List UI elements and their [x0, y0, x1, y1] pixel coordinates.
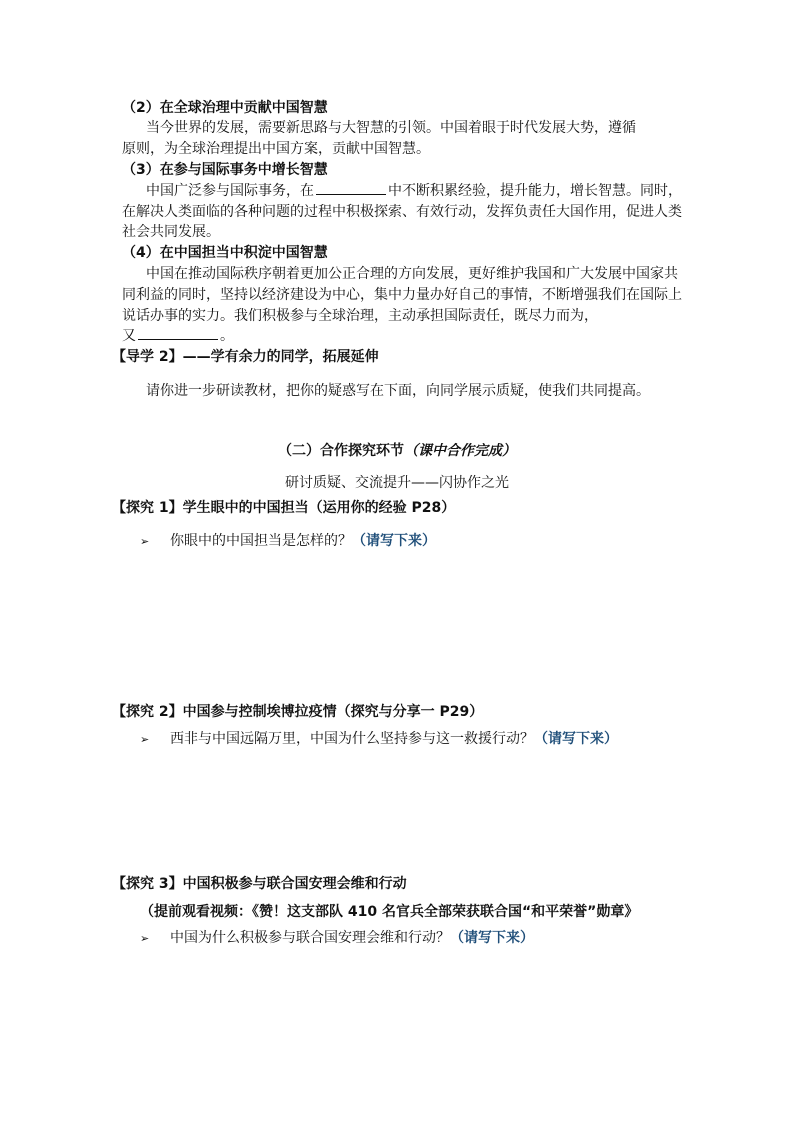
fill-blank-1[interactable]: [316, 180, 386, 195]
explore-2-answer-area[interactable]: [140, 758, 700, 868]
explore-3-answer-area[interactable]: [140, 957, 700, 1087]
coop-title-text: （二）合作探究环节: [278, 443, 404, 459]
guide-2-title: 【导学 2】——学有余力的同学，拓展延伸: [112, 349, 379, 365]
explore-3-question-text: 中国为什么积极参与联合国安理会维和行动？: [170, 930, 450, 946]
write-down-hint: （请写下来）: [534, 731, 618, 747]
explore-3-question: [140, 927, 534, 950]
section-2-para-line-2: 原则，为全球治理提出中国方案，贡献中国智慧。: [122, 141, 430, 157]
section-4-para-line-3: 说话办事的实力。我们积极参与全球治理，主动承担国际责任，既尽力而为，: [122, 308, 598, 324]
section-3-para-line-1: [146, 180, 682, 202]
explore-1-question: [140, 530, 436, 553]
write-down-hint: （请写下来）: [352, 533, 436, 549]
write-down-hint: （请写下来）: [450, 930, 534, 946]
section-2-para-line-1: 当今世界的发展，需要新思路与大智慧的引领。中国着眼于时代发展大势，遵循: [146, 120, 636, 136]
cooperation-subtitle: 研讨质疑、交流提升——闪协作之光: [285, 475, 509, 491]
explore-3-video-note: （提前观看视频：《赞！这支部队 410 名官兵全部荣获联合国“和平荣誉”勋章》: [140, 904, 639, 920]
section-2-title: （2）在全球治理中贡献中国智慧: [122, 100, 328, 116]
section-3-para-line-2: 在解决人类面临的各种问题的过程中积极探索、有效行动，发挥负责任大国作用，促进人类: [122, 204, 682, 220]
explore-1-title: 【探究 1】学生眼中的中国担当（运用你的经验 P28）: [112, 500, 456, 516]
explore-1-question-text: 你眼中的中国担当是怎样的？: [170, 533, 352, 549]
section-4-text-b: 。: [220, 328, 234, 344]
section-3-para-line-3: 社会共同发展。: [122, 224, 220, 240]
section-3-text-b: 中不断积累经验，提升能力，增长智慧。同时，: [388, 183, 682, 199]
explore-2-title: 【探究 2】中国参与控制埃博拉疫情（探究与分享一 P29）: [112, 704, 484, 720]
explore-1-answer-area[interactable]: [140, 560, 700, 690]
explore-3-title: 【探究 3】中国积极参与联合国安理会维和行动: [112, 876, 407, 892]
explore-2-question: [140, 728, 618, 751]
section-4-para-line-4: [122, 325, 234, 347]
cooperation-section-title: [0, 440, 794, 462]
section-4-para-line-2: 同利益的同时，坚持以经济建设为中心，集中力量办好自己的事情，不断增强我们在国际上: [122, 287, 682, 303]
bullet-arrow-icon: ➢: [140, 733, 150, 746]
section-4-title: （4）在中国担当中积淀中国智慧: [122, 245, 328, 261]
guide-2-instructions: 请你进一步研读教材，把你的疑惑写在下面，向同学展示质疑，使我们共同提高。: [146, 383, 650, 399]
bullet-arrow-icon: ➢: [140, 535, 150, 548]
fill-blank-2[interactable]: [138, 325, 218, 340]
explore-2-question-text: 西非与中国远隔万里，中国为什么坚持参与这一救援行动？: [170, 731, 534, 747]
section-4-text-a: 又: [122, 328, 136, 344]
section-3-text-a: 中国广泛参与国际事务，在: [146, 183, 314, 199]
coop-title-note: （课中合作完成）: [404, 443, 516, 459]
bullet-arrow-icon: ➢: [140, 932, 150, 945]
section-3-title: （3）在参与国际事务中增长智慧: [122, 162, 328, 178]
section-4-para-line-1: 中国在推动国际秩序朝着更加公正合理的方向发展，更好维护我国和广大发展中国家共: [146, 266, 678, 282]
